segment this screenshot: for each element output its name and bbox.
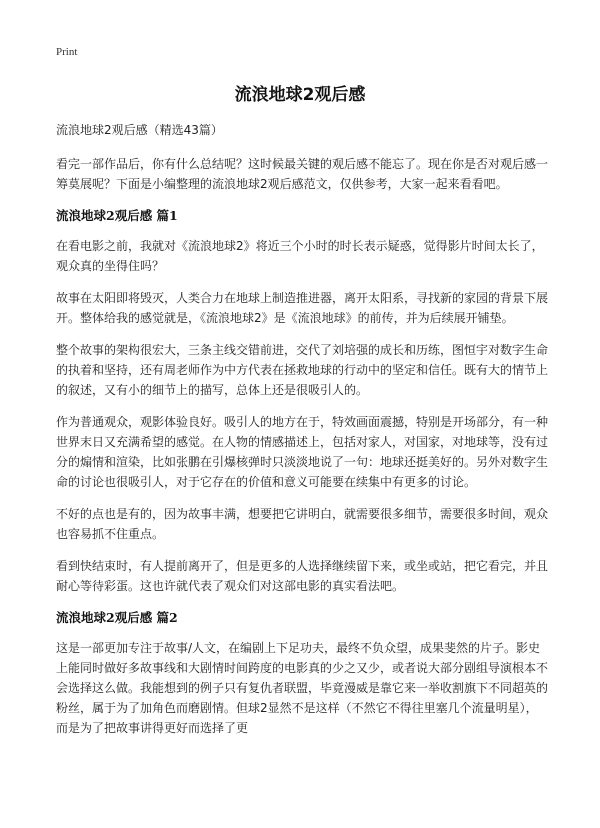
section-1-paragraph-1: 在看电影之前，我就对《流浪地球2》将近三个小时的时长表示疑惑，觉得影片时间太长了，观众真的坐得住吗？ <box>56 239 544 273</box>
section-2-paragraph-1: 这是一部更加专注于故事/人文，在编剧上下足功夫，最终不负众望，成果斐然的片子。影史上能同时做好多故事线和大剧情时间跨度的电影真的少之又少，或者说大部分剧组导演根本不会选择这么做。我能想到的例子只有复仇者联盟，毕竟漫威是靠它来一举收割旗下不同超英的粉丝，属于为了加角色而磨剧情。但球2显然不是这样（不然它不得往里塞几个流量明星），而是为了把故事讲得更好而选择了更 <box>56 641 549 735</box>
intro-paragraph: 看完一部作品后，你有什么总结呢？这时候最关键的观后感不能忘了。现在你是否对观后感一筹莫展呢？下面是小编整理的流浪地球2观后感范文，仅供参考，大家一起来看看吧。 <box>56 157 549 191</box>
page-title: 流浪地球2观后感 <box>234 85 366 105</box>
document-body <box>56 120 548 750</box>
section-1-paragraph-6: 看到快结束时，有人提前离开了，但是更多的人选择继续留下来，或坐或站，把它看完，并且耐心等待彩蛋。这也许就代表了观众们对这部电影的真实看法吧。 <box>56 559 549 593</box>
section-1-paragraph-2: 故事在太阳即将毁灭，人类合力在地球上制造推进器，离开太阳系，寻找新的家园的背景下展开。整体给我的感觉就是，《流浪地球2》是《流浪地球》的前传，并为后续展开铺垫。 <box>56 291 549 325</box>
section-1-paragraph-5: 不好的点也是有的，因为故事丰满，想要把它讲明白，就需要很多细节，需要很多时间，观众也容易抓不住重点。 <box>56 507 549 541</box>
section-heading-1: 流浪地球2观后感 篇1 <box>56 208 178 223</box>
section-heading-2: 流浪地球2观后感 篇2 <box>56 610 178 625</box>
section-1-paragraph-3: 整个故事的架构很宏大，三条主线交错前进，交代了刘培强的成长和历练，图恒宇对数字生命的执着和坚持，还有周老师作为中方代表在拯救地球的行动中的坚定和信任。既有大的情节上的叙述，又有小的细节上的描写，总体上还是很吸引人的。 <box>56 343 549 397</box>
section-1-paragraph-4: 作为普通观众，观影体验良好。吸引人的地方在于，特效画面震撼，特别是开场部分，有一种世界末日又充满希望的感觉。在人物的情感描述上，包括对家人，对国家，对地球等，没有过分的煽情和渲染，比如张鹏在引爆核弹时只淡淡地说了一句：地球还挺美好的。另外对数字生命的讨论也很吸引人，对于它存在的价值和意义可能要在续集中有更多的讨论。 <box>56 415 549 489</box>
document-subtitle: 流浪地球2观后感（精选43篇） <box>56 123 223 137</box>
print-label: Print <box>56 46 78 58</box>
